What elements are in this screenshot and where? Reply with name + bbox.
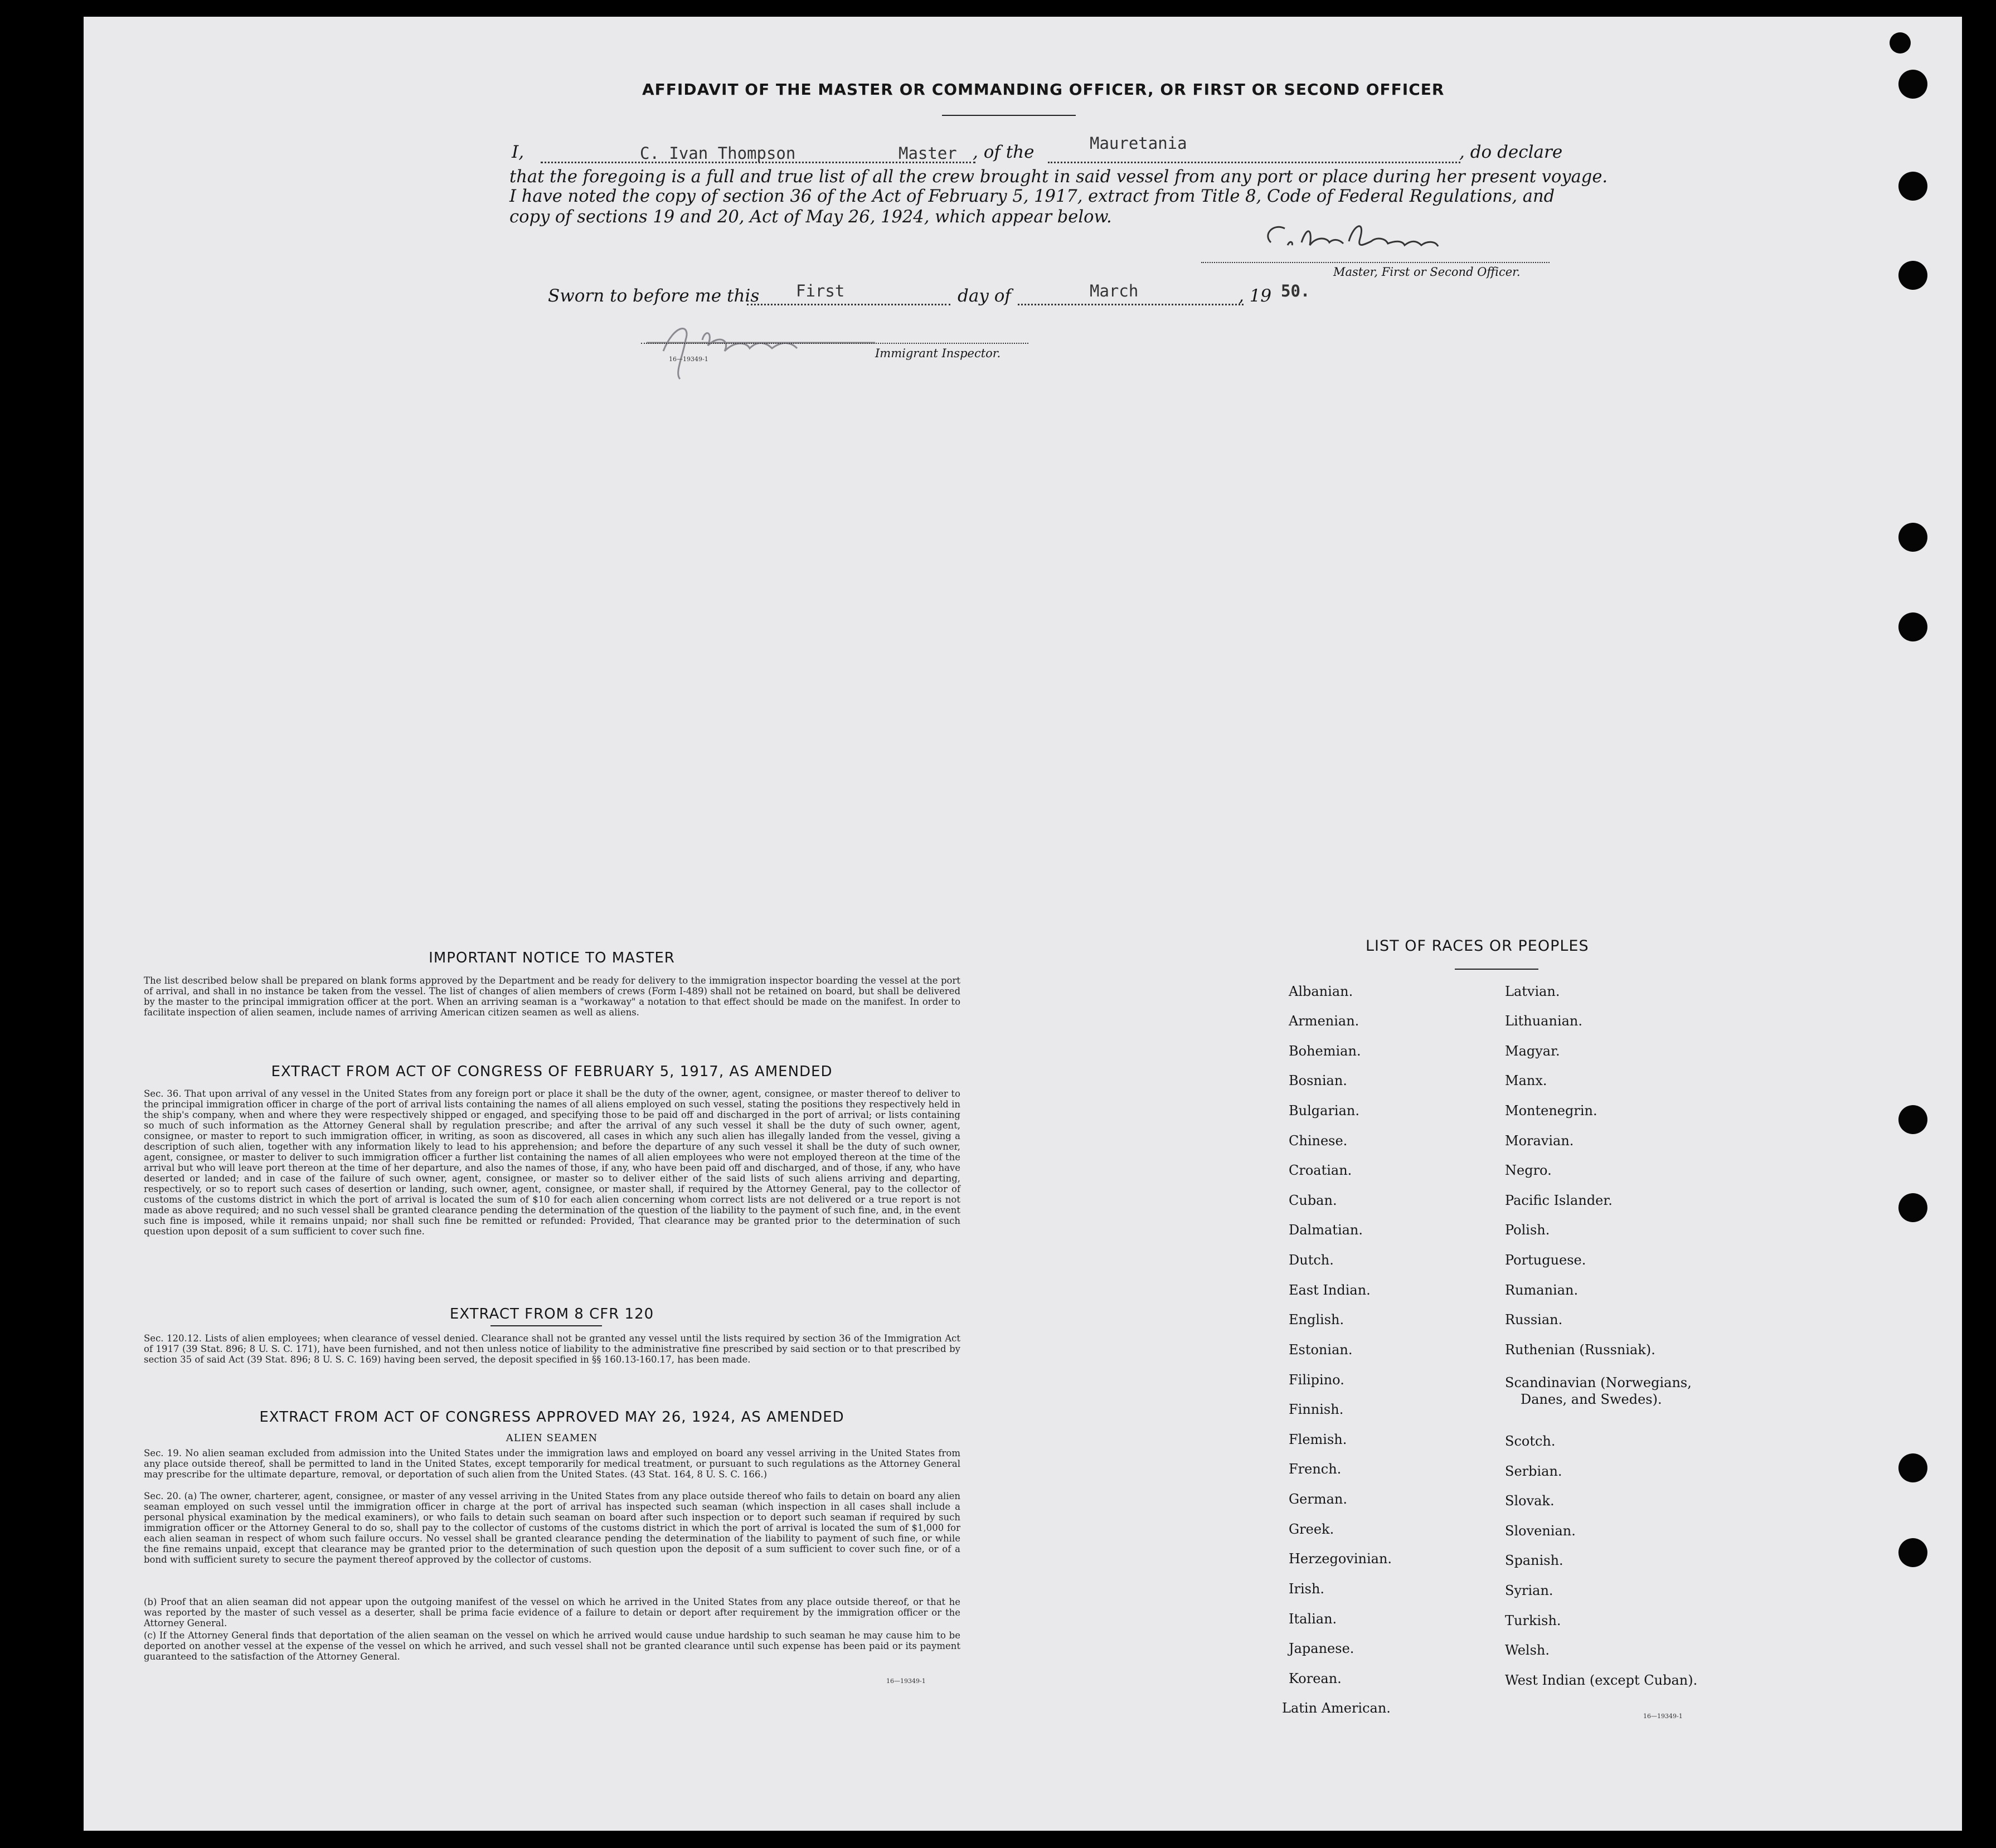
race-item: Montenegrin. bbox=[1505, 1103, 1597, 1118]
race-item: Portuguese. bbox=[1505, 1252, 1586, 1268]
inspector-signature bbox=[641, 312, 875, 385]
binder-hole bbox=[1898, 1105, 1927, 1134]
affidavit-line-3: I have noted the copy of section 36 of the Act of February 5, 1917, extract from Title 8, Code of Federal Regulations, and bbox=[509, 187, 1555, 206]
race-item: Pacific Islander. bbox=[1505, 1193, 1613, 1208]
of-the-label: , of the bbox=[973, 142, 1035, 162]
inspector-signature-line bbox=[641, 343, 1028, 344]
race-item: Slovak. bbox=[1505, 1493, 1555, 1509]
races-title: LIST OF RACES OR PEOPLES bbox=[1366, 937, 1589, 955]
race-item: Greek. bbox=[1289, 1521, 1334, 1537]
binder-hole bbox=[1898, 1193, 1927, 1222]
race-item: Scotch. bbox=[1505, 1433, 1556, 1449]
title-rule bbox=[942, 115, 1076, 116]
race-item: Scandinavian (Norwegians, bbox=[1505, 1375, 1692, 1390]
race-item: Korean. bbox=[1289, 1671, 1342, 1686]
form-number-left: 16—19349-1 bbox=[886, 1677, 926, 1685]
extract-1924-sec20a: Sec. 20. (a) The owner, charterer, agent, consignee, or master of any vessel arriving in the United States from any place outside thereof who fails to detain on board any alien seaman employed on such vessel until the immigration officer in charge at the port of arrival has inspected such seaman (which inspection in all cases shall include a personal physical examination by the medical examiners), or who fails to detain such seaman on board after such inspection or to deport such seaman if required by such immigration officer or the Attorney General to do so, shall pay to the collector of customs of the customs district in which the port of arrival is located the sum of $1,000 for each alien seaman in respect of whom such failure occurs. No vessel shall be granted clearance pending the determination of the liability to payment of such fine, or while the fine remains unpaid, except that clearance may be granted prior to the determination of such question upon the deposit of a sum sufficient to cover such fine, or of a bond with sufficient surety to secure the payment thereof approved by the collector of customs. bbox=[144, 1491, 960, 1565]
extract-cfr-title: EXTRACT FROM 8 CFR 120 bbox=[449, 1306, 654, 1322]
race-item: Finnish. bbox=[1289, 1402, 1344, 1417]
race-item: Manx. bbox=[1505, 1073, 1547, 1088]
race-item: Irish. bbox=[1289, 1581, 1325, 1597]
race-item: Armenian. bbox=[1289, 1013, 1359, 1029]
race-item: Negro. bbox=[1505, 1163, 1552, 1178]
race-item: Flemish. bbox=[1289, 1432, 1347, 1447]
race-item: East Indian. bbox=[1289, 1282, 1371, 1298]
race-item: Rumanian. bbox=[1505, 1282, 1579, 1298]
race-item: Bohemian. bbox=[1289, 1043, 1361, 1059]
extract-1924-sec20c: (c) If the Attorney General finds that deportation of the alien seaman on the vessel on which he arrived would cause undue hardship to such seaman he may cause him to be deported on another vessel at the expense of the vessel on which he arrived, and such vessel shall not be granted clearance until such expense has been paid or its payment guaranteed to the satisfaction of the Attorney General. bbox=[144, 1630, 960, 1662]
races-rule bbox=[1455, 969, 1538, 970]
extract-1924-sec19: Sec. 19. No alien seaman excluded from admission into the United States under the immigration laws and employed on board any vessel arriving in the United States from any place outside thereof, shall be permitted to land in the United States, except temporarily for medical treatment, or pursuant to such regulations as the Attorney General may prescribe for the ultimate departure, removal, or deportation of such alien from the United States. (43 Stat. 164, 8 U. S. C. 166.) bbox=[144, 1448, 960, 1480]
vessel-name: Mauretania bbox=[1090, 134, 1187, 153]
race-item: Dutch. bbox=[1289, 1252, 1334, 1268]
race-item: French. bbox=[1289, 1461, 1342, 1477]
form-number-top: 16—19349-1 bbox=[669, 356, 708, 363]
race-item: Dalmatian. bbox=[1289, 1222, 1363, 1238]
race-item: Slovenian. bbox=[1505, 1523, 1576, 1539]
extract-1924-sec20b: (b) Proof that an alien seaman did not appear upon the outgoing manifest of the vessel on which he arrived in the United States from any place outside thereof, or that he was reported by the master of such vessel as a deserter, shall be prima facie evidence of a failure to detain or deport after requirement by the immigration officer or the Attorney General. bbox=[144, 1597, 960, 1628]
extract-cfr-text: Sec. 120.12. Lists of alien employees; when clearance of vessel denied. Clearance shall not be granted any vessel until the lists required by section 36 of the Immigration Act of 1917 (39 Stat. 896; 8 U. S. C. 171), have been furnished, and not then unless notice of liability to the administrative fine prescribed by said section or to that prescribed by section 35 of said Act (39 Stat. 896; 8 U. S. C. 169) having been served, the deposit specified in §§ 160.13-160.17, has been made. bbox=[144, 1333, 960, 1365]
extract-1917-title: EXTRACT FROM ACT OF CONGRESS OF FEBRUARY 5, 1917, AS AMENDED bbox=[271, 1063, 833, 1080]
race-item: Lithuanian. bbox=[1505, 1013, 1583, 1029]
affidavit-title: AFFIDAVIT OF THE MASTER OR COMMANDING OFFICER, OR FIRST OR SECOND OFFICER bbox=[642, 80, 1445, 99]
master-signature-line bbox=[1201, 262, 1550, 263]
race-item: Latvian. bbox=[1505, 984, 1560, 999]
race-item: Serbian. bbox=[1505, 1463, 1562, 1479]
extract-1924-title: EXTRACT FROM ACT OF CONGRESS APPROVED MAY 26, 1924, AS AMENDED bbox=[259, 1409, 844, 1426]
race-item: Estonian. bbox=[1289, 1342, 1353, 1358]
binder-hole bbox=[1898, 172, 1927, 201]
race-item: Magyar. bbox=[1505, 1043, 1560, 1059]
binder-hole bbox=[1898, 1453, 1927, 1482]
race-item: Chinese. bbox=[1289, 1133, 1348, 1149]
race-item: Bulgarian. bbox=[1289, 1103, 1359, 1118]
do-declare-label: , do declare bbox=[1459, 142, 1563, 162]
sworn-year: 50. bbox=[1281, 281, 1310, 300]
race-item: Syrian. bbox=[1505, 1583, 1553, 1598]
binder-hole bbox=[1898, 612, 1927, 641]
race-item: German. bbox=[1289, 1491, 1347, 1507]
master-name: C. Ivan Thompson bbox=[640, 144, 796, 163]
sworn-day-line bbox=[747, 304, 950, 305]
race-item: Russian. bbox=[1505, 1312, 1563, 1327]
race-item: Spanish. bbox=[1505, 1553, 1563, 1568]
sworn-label: Sworn to before me this bbox=[548, 286, 760, 306]
race-item: Italian. bbox=[1289, 1611, 1337, 1627]
race-item: Latin American. bbox=[1282, 1700, 1391, 1716]
binder-hole bbox=[1898, 261, 1927, 290]
race-item: Polish. bbox=[1505, 1222, 1550, 1238]
race-item: Albanian. bbox=[1289, 984, 1353, 999]
race-item: Croatian. bbox=[1289, 1163, 1352, 1178]
vessel-line bbox=[1048, 162, 1460, 163]
extract-1917-text: Sec. 36. That upon arrival of any vessel in the United States from any foreign port or place it shall be the duty of the owner, agent, consignee, or master thereof to deliver to the principal immigration officer in charge of the port of arrival lists containing the names of all aliens employed on such vessel, stating the positions they respectively held in the ship's company, when and where they were respectively shipped or engaged, and specifying those to be paid off and discharged in the port of arrival; or lists containing so much of such information as the Attorney General shall by regulation prescribe; and after the arrival of any such vessel it shall be the duty of such owner, agent, consignee, or master to report to such immigration officer, in writing, as soon as discovered, all cases in which any such alien has illegally landed from the vessel, giving a description of such alien, together with any information likely to lead to his apprehension; and before the departure of any such vessel it shall be the duty of such owner, agent, consignee, or master to deliver to such immigration officer a further list containing the names of all alien employees who were not employed thereon at the time of the arrival but who will leave port thereon at the time of her departure, and also the names of those, if any, who have been paid off and discharged, and of those, if any, who have deserted or landed; and in case of the failure of such owner, agent, consignee, or master so to deliver either of the said lists of such aliens arriving and departing, respectively, or so to report such cases of desertion or landing, such owner, agent, consignee, or master shall, if required by the Attorney General, pay to the collector of customs of the customs district in which the port of arrival is located the sum of $10 for each alien concerning whom correct lists are not delivered or a true report is not made as above required; and no such vessel shall be granted clearance pending the determination of the question of the liability to the payment of such fine, and, in the event such fine is imposed, while it remains unpaid; nor shall such fine be remitted or refunded: Provided, That clearance may be granted prior to the determination of such question upon deposit of a sum sufficient to cover such fine. bbox=[144, 1088, 960, 1237]
race-item: West Indian (except Cuban). bbox=[1505, 1672, 1698, 1688]
binder-hole bbox=[1890, 32, 1911, 54]
alien-seamen-subtitle: ALIEN SEAMEN bbox=[506, 1432, 598, 1444]
sworn-month: March bbox=[1090, 281, 1139, 300]
master-role: Master bbox=[899, 144, 957, 163]
affidavit-line-4: copy of sections 19 and 20, Act of May 26, 1924, which appear below. bbox=[509, 207, 1112, 227]
day-of-label: day of bbox=[958, 286, 1011, 306]
notice-title: IMPORTANT NOTICE TO MASTER bbox=[429, 950, 675, 966]
sworn-month-line bbox=[1018, 304, 1244, 305]
race-item: Moravian. bbox=[1505, 1133, 1574, 1149]
inspector-caption: Immigrant Inspector. bbox=[875, 347, 1001, 360]
master-caption: Master, First or Second Officer. bbox=[1333, 265, 1521, 279]
binder-hole bbox=[1898, 1538, 1927, 1567]
race-item: Cuban. bbox=[1289, 1193, 1337, 1208]
affidavit-line-2: that the foregoing is a full and true list of all the crew brought in said vessel from any port or place during her present voyage. bbox=[509, 167, 1608, 187]
race-item: Japanese. bbox=[1289, 1641, 1354, 1656]
race-item: Welsh. bbox=[1505, 1642, 1550, 1658]
binder-hole bbox=[1898, 70, 1927, 99]
race-item: Turkish. bbox=[1505, 1613, 1561, 1628]
year-prefix: , 19 bbox=[1239, 286, 1272, 306]
race-item: Filipino. bbox=[1289, 1372, 1344, 1388]
form-number-right: 16—19349-1 bbox=[1643, 1713, 1683, 1720]
race-item: Bosnian. bbox=[1289, 1073, 1347, 1088]
notice-text: The list described below shall be prepared on blank forms approved by the Department and be ready for delivery to the immigration inspector boarding the vessel at the port of arrival, and shall in no instance be taken from the vessel. The list of changes of alien members of crews (Form I-489) shall not be retained on board, but shall be delivered by the master to the principal immigration officer at the port. When an arriving seaman is a "workaway" a notation to that effect should be made on the manifest. In order to facilitate inspection of alien seamen, include names of arriving American citizen seamen as well as aliens. bbox=[144, 975, 960, 1018]
race-item-continued: Danes, and Swedes). bbox=[1521, 1392, 1662, 1407]
race-item: Herzegovinian. bbox=[1289, 1551, 1392, 1567]
binder-hole bbox=[1898, 523, 1927, 552]
master-signature bbox=[1260, 215, 1449, 259]
race-item: Ruthenian (Russniak). bbox=[1505, 1342, 1655, 1358]
race-item: English. bbox=[1289, 1312, 1344, 1327]
cfr-rule bbox=[490, 1325, 602, 1326]
word-i: I, bbox=[512, 142, 525, 162]
sworn-day: First bbox=[796, 281, 845, 300]
